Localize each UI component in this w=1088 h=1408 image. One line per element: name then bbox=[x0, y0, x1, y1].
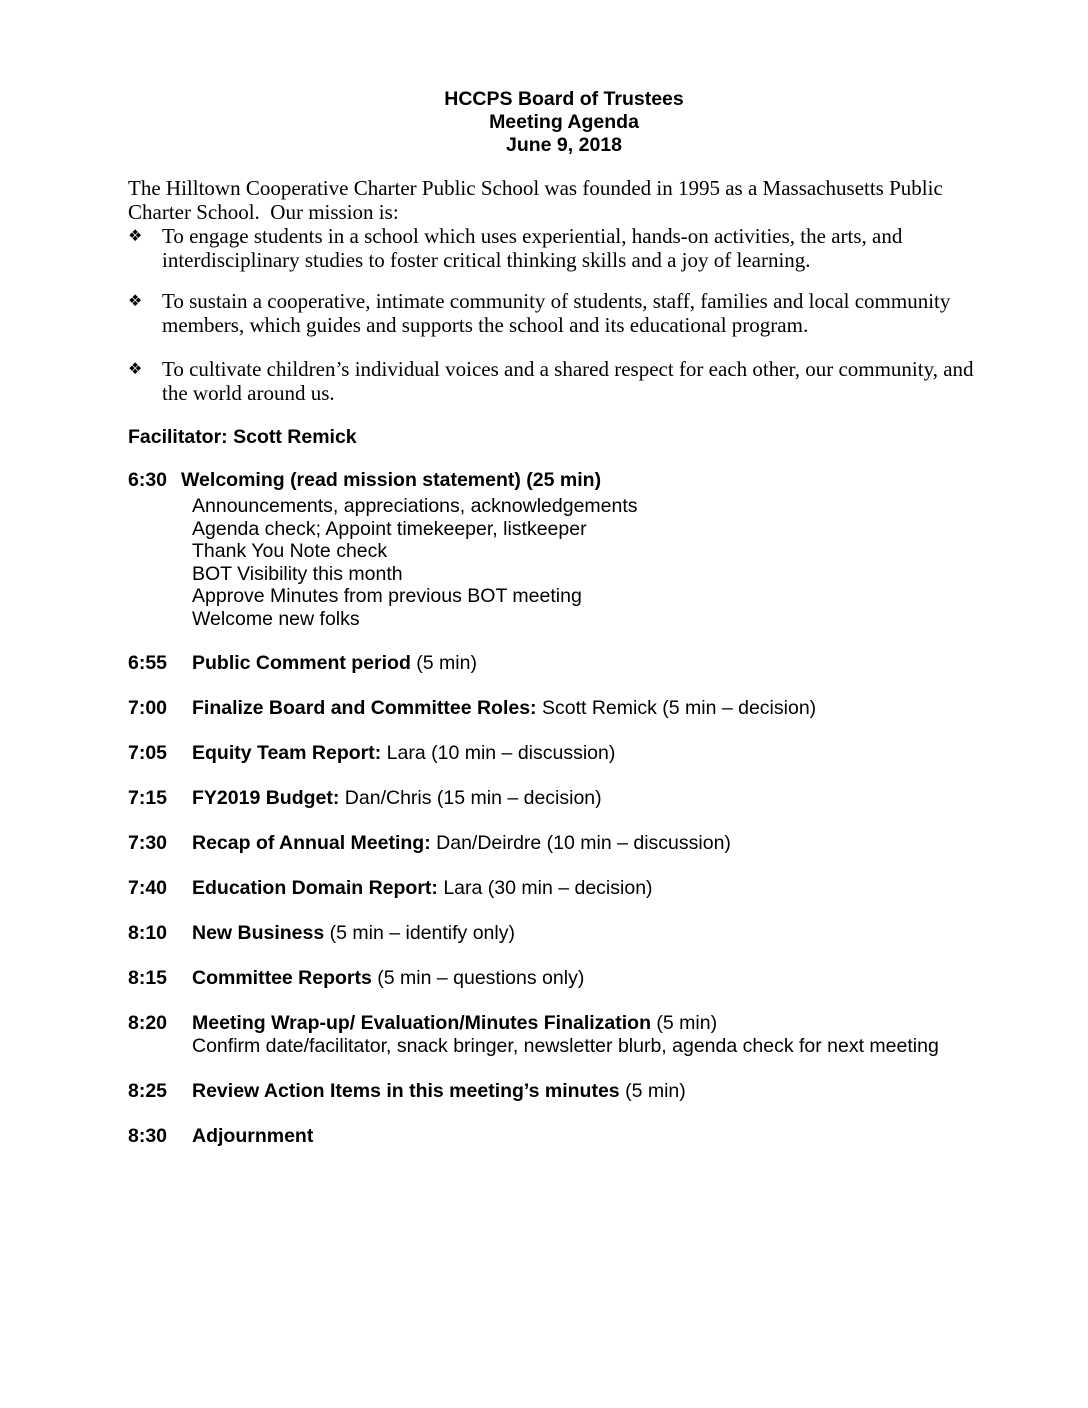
agenda-item-830 bbox=[128, 1125, 1000, 1148]
agenda-title-bold: Equity Team Report: bbox=[192, 742, 382, 764]
agenda-item-655 bbox=[128, 652, 1000, 675]
document-title-block bbox=[128, 88, 1000, 157]
agenda-sub-item: Announcements, appreciations, acknowledgements bbox=[192, 495, 638, 517]
agenda-sub-items bbox=[192, 495, 1000, 630]
agenda-title-rest: Lara (10 min – discussion) bbox=[381, 742, 616, 764]
agenda-title-bold: Committee Reports bbox=[192, 967, 372, 989]
agenda-item-820 bbox=[128, 1012, 1000, 1058]
agenda-time: 8:30 bbox=[128, 1124, 168, 1147]
agenda-time: 7:15 bbox=[128, 787, 168, 809]
agenda-title-bold: Review Action Items in this meeting’s minutes bbox=[192, 1079, 620, 1102]
agenda-row bbox=[128, 1125, 1000, 1148]
agenda-item-630 bbox=[128, 469, 1000, 630]
agenda-title-rest: (5 min) bbox=[410, 652, 477, 674]
agenda-row bbox=[128, 922, 1000, 945]
agenda-sub-item: Agenda check; Appoint timekeeper, listkeeper bbox=[192, 517, 587, 540]
agenda-title-rest: Dan/Chris (15 min – decision) bbox=[339, 787, 602, 809]
mission-bullet-1 bbox=[128, 224, 1000, 272]
facilitator-line: Facilitator: Scott Remick bbox=[128, 426, 357, 448]
diamond-bullet-icon: ❖ bbox=[128, 226, 143, 245]
agenda-sub-item: BOT Visibility this month bbox=[192, 562, 403, 585]
agenda-time: 8:25 bbox=[128, 1079, 168, 1102]
agenda-time: 7:30 bbox=[128, 832, 168, 854]
agenda-time: 7:40 bbox=[128, 877, 168, 899]
agenda-time: 8:15 bbox=[128, 967, 168, 989]
mission-bullet-text: To cultivate children’s individual voices and a shared respect for each other, our community, and the world around us. bbox=[162, 357, 979, 405]
diamond-bullet-icon: ❖ bbox=[128, 291, 143, 310]
agenda-row bbox=[128, 697, 1000, 720]
mission-bullet-2 bbox=[128, 289, 1000, 337]
agenda-title bbox=[192, 922, 515, 945]
agenda-row bbox=[128, 787, 1000, 810]
agenda-item-810 bbox=[128, 922, 1000, 945]
intro-paragraph: The Hilltown Cooperative Charter Public School was founded in 1995 as a Massachusetts Public Charter School. Our mission is: bbox=[128, 176, 949, 224]
agenda-title bbox=[192, 1012, 717, 1035]
agenda-row bbox=[128, 877, 1000, 900]
agenda-title bbox=[192, 877, 653, 900]
mission-bullet-3 bbox=[128, 357, 1000, 405]
mission-bullet-text: To engage students in a school which uses experiential, hands-on activities, the arts, and interdisciplinary studies to foster critical thinking skills and a joy of learning. bbox=[162, 224, 908, 272]
agenda-sub-item: Thank You Note check bbox=[192, 540, 388, 562]
agenda-sub-item: Welcome new folks bbox=[192, 607, 360, 630]
agenda-item-715 bbox=[128, 787, 1000, 810]
agenda-title-rest: (5 min) bbox=[651, 1012, 718, 1034]
agenda-title-rest: (5 min) bbox=[619, 1079, 686, 1102]
agenda-item-825 bbox=[128, 1080, 1000, 1103]
agenda-row bbox=[128, 1080, 1000, 1103]
mission-bullet-text: To sustain a cooperative, intimate community of students, staff, families and local community members, which guides and supports the school and its educational program. bbox=[162, 289, 956, 337]
agenda-title bbox=[192, 967, 584, 990]
agenda-row bbox=[128, 832, 1000, 855]
agenda-title-rest: (5 min – questions only) bbox=[371, 967, 585, 989]
doc-title-line-3: June 9, 2018 bbox=[506, 134, 622, 156]
agenda-title bbox=[192, 1080, 686, 1103]
agenda-item-705 bbox=[128, 742, 1000, 765]
agenda-row bbox=[128, 742, 1000, 765]
agenda-item-700 bbox=[128, 697, 1000, 720]
agenda-time: 8:10 bbox=[128, 922, 168, 944]
agenda-title bbox=[192, 742, 615, 765]
agenda-row bbox=[128, 1012, 1000, 1035]
agenda-title bbox=[192, 787, 602, 810]
agenda-title-rest: Lara (30 min – decision) bbox=[437, 877, 653, 899]
agenda-title-bold: Public Comment period bbox=[192, 652, 411, 674]
agenda-title-bold: Recap of Annual Meeting: bbox=[192, 832, 431, 854]
doc-title-line-2: Meeting Agenda bbox=[489, 111, 639, 133]
agenda-time: 7:00 bbox=[128, 697, 168, 719]
agenda-sub-item: Confirm date/facilitator, snack bringer, newsletter blurb, agenda check for next meeting bbox=[192, 1035, 939, 1057]
diamond-bullet-icon: ❖ bbox=[128, 359, 143, 378]
agenda-title-rest: Scott Remick (5 min – decision) bbox=[536, 697, 817, 719]
agenda-time: 6:30 bbox=[128, 469, 168, 491]
agenda-title-rest: Dan/Deirdre (10 min – discussion) bbox=[430, 832, 731, 854]
agenda-item-740 bbox=[128, 877, 1000, 900]
agenda-title-rest: (5 min – identify only) bbox=[324, 922, 515, 944]
agenda-title bbox=[181, 469, 601, 492]
agenda-time: 8:20 bbox=[128, 1012, 168, 1034]
agenda-title-bold: Adjournment bbox=[192, 1124, 314, 1147]
agenda-time: 7:05 bbox=[128, 742, 168, 764]
agenda-title bbox=[192, 697, 816, 720]
agenda-item-730 bbox=[128, 832, 1000, 855]
agenda-title bbox=[192, 832, 731, 855]
agenda-list bbox=[128, 469, 1000, 1148]
agenda-title-bold: FY2019 Budget: bbox=[192, 787, 340, 809]
agenda-sub-items bbox=[192, 1035, 1000, 1058]
agenda-row bbox=[128, 967, 1000, 990]
agenda-sub-item: Approve Minutes from previous BOT meeting bbox=[192, 585, 582, 607]
agenda-row bbox=[128, 652, 1000, 675]
agenda-title-bold: New Business bbox=[192, 922, 325, 944]
agenda-title bbox=[192, 1125, 313, 1148]
agenda-title bbox=[192, 652, 477, 675]
agenda-title-bold: Welcoming (read mission statement) (25 min) bbox=[181, 469, 602, 491]
agenda-title-bold: Meeting Wrap-up/ Evaluation/Minutes Finalization bbox=[192, 1012, 651, 1034]
agenda-item-815 bbox=[128, 967, 1000, 990]
agenda-title-bold: Education Domain Report: bbox=[192, 877, 438, 899]
agenda-title-bold: Finalize Board and Committee Roles: bbox=[192, 697, 537, 719]
agenda-time: 6:55 bbox=[128, 652, 168, 674]
doc-title-line-1: HCCPS Board of Trustees bbox=[444, 88, 684, 110]
agenda-row bbox=[128, 469, 1000, 492]
